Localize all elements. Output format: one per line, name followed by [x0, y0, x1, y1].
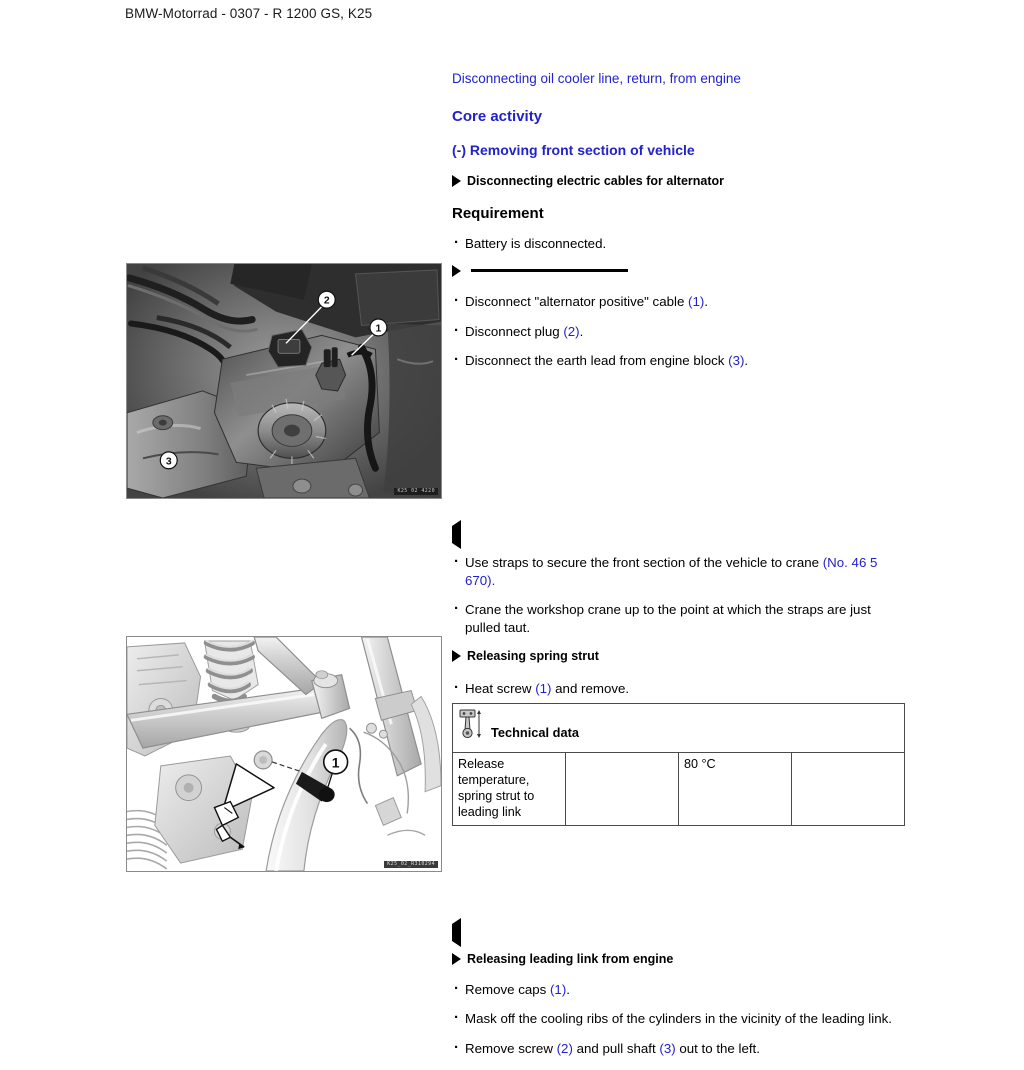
- figure-spring-strut: [126, 636, 442, 872]
- special-tool-reference: (No. 46 5 670): [465, 554, 878, 588]
- section-end-marker: [452, 924, 907, 942]
- svg-text:1: 1: [331, 754, 340, 771]
- step-item: [452, 1040, 907, 1058]
- figure-watermark: K25 02 4220: [394, 488, 438, 495]
- step-item: [452, 554, 907, 589]
- part-reference: (1): [688, 293, 705, 309]
- part-reference: (2): [563, 323, 580, 339]
- svg-text:3: 3: [165, 456, 172, 468]
- technical-data-table: [452, 703, 905, 825]
- step-divider: [452, 265, 907, 277]
- step-text-tail: .: [491, 572, 496, 588]
- figure-watermark: K25_02_R310294: [384, 861, 438, 868]
- technical-data-value-b: [566, 753, 679, 825]
- task-heading-label: Releasing leading link from engine: [467, 951, 674, 966]
- step-text-mid: and pull shaft: [572, 1041, 660, 1057]
- step-text: Remove caps: [465, 981, 550, 997]
- requirement-item: · Battery is disconnected.: [452, 235, 907, 253]
- spring-strut-graphic: [127, 637, 441, 871]
- part-reference: (1): [535, 680, 552, 696]
- svg-text:2: 2: [323, 295, 330, 307]
- step-text: Use straps to secure the front section of the vehicle to crane: [465, 554, 823, 570]
- section-end-marker: [452, 526, 907, 544]
- step-item: [452, 601, 907, 636]
- figure-alternator-cables: [126, 263, 442, 499]
- step-text: Mask off the cooling ribs of the cylinders in the vicinity of the leading link.: [465, 1011, 892, 1027]
- technical-data-header-cell: [453, 704, 905, 753]
- step-item: [452, 1010, 907, 1028]
- triangle-right-icon: [452, 650, 461, 662]
- technical-data-value-d: [792, 753, 905, 825]
- step-text: Remove screw: [465, 1041, 557, 1057]
- technical-data-header-row: [453, 704, 905, 753]
- task-heading-releasing-leading-link: [452, 952, 907, 966]
- triangle-left-icon: [452, 520, 461, 549]
- step-text-tail: .: [704, 293, 709, 309]
- document-header: BMW-Motorrad - 0307 - R 1200 GS, K25: [125, 6, 373, 21]
- step-text-tail: .: [579, 323, 584, 339]
- step-text-tail: out to the left.: [675, 1041, 760, 1057]
- step-text-tail: .: [566, 981, 570, 997]
- core-activity-heading: Core activity: [452, 108, 543, 126]
- step-text: Disconnect plug: [465, 323, 564, 339]
- requirement-heading: Requirement: [452, 205, 544, 223]
- part-reference: (3): [728, 353, 745, 369]
- part-reference: (1): [550, 981, 567, 997]
- task-heading-releasing-spring-strut: [452, 649, 907, 663]
- part-reference: (2): [556, 1041, 573, 1057]
- alternator-photo-graphic: [127, 264, 441, 498]
- technical-data-label: Release temperature, spring strut to leading link: [453, 753, 566, 825]
- step-item: [452, 981, 907, 999]
- triangle-right-icon: [452, 175, 461, 187]
- content-column: [452, 70, 907, 1070]
- technical-data-row: [453, 753, 905, 825]
- task-heading-label: Disconnecting electric cables for alternator: [467, 174, 725, 189]
- step-text: Disconnect the earth lead from engine block: [465, 353, 729, 369]
- triangle-left-icon: [452, 918, 461, 947]
- step-text: Heat screw: [465, 680, 536, 696]
- svg-text:1: 1: [375, 323, 382, 335]
- triangle-right-icon: [452, 953, 461, 965]
- divider-rule: [471, 269, 628, 272]
- triangle-right-icon: [452, 265, 461, 277]
- part-reference: (3): [659, 1041, 676, 1057]
- step-item: [452, 680, 907, 698]
- step-text: Crane the workshop crane up to the point at which the straps are just pulled taut.: [465, 602, 871, 635]
- subject-line: Disconnecting oil cooler line, return, from engine: [452, 71, 741, 86]
- technical-data-title: Technical data: [491, 725, 579, 741]
- step-text: Disconnect "alternator positive" cable: [465, 293, 689, 309]
- step-item: [452, 293, 907, 311]
- step-item: [452, 352, 907, 370]
- step-text-tail: .: [744, 353, 749, 369]
- task-heading-label: Releasing spring strut: [467, 648, 599, 663]
- section-heading-removing-front-section: (-) Removing front section of vehicle: [452, 142, 695, 159]
- step-item: [452, 323, 907, 341]
- technical-data-value-c: 80 °C: [679, 753, 792, 825]
- step-text-tail: and remove.: [551, 680, 630, 696]
- task-heading-disconnecting-electric-cables: [452, 174, 907, 188]
- connecting-rod-icon: [458, 708, 484, 742]
